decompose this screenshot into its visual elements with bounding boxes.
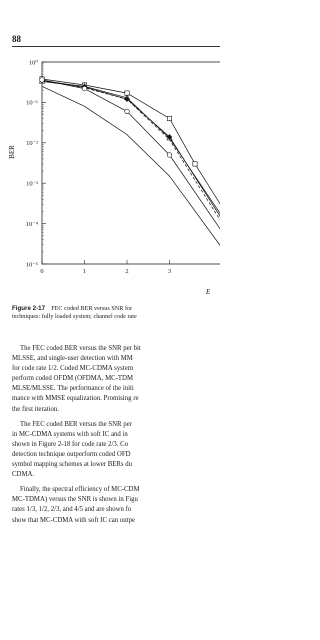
data-point-square [82,83,86,87]
text-line: symbol mapping schemes at lower BERs du [12,461,133,469]
text-line: detection technique outperform coded OFD [12,450,131,458]
x-tick-label: 3 [167,268,172,275]
text-line: for code rate 1/2. Coded MC-CDMA system [12,365,134,373]
data-point-circle [167,153,172,158]
y-tick-label: 10⁻⁵ [25,261,38,269]
text-line: perform coded OFDM (OFDMA, MC-TDM [12,375,134,383]
series-line-1 [42,79,220,211]
text-line: CDMA. [12,471,35,479]
text-line: the first iteration. [12,405,59,413]
text-line: MC-TDMA) versus the SNR is shown in Figu [12,496,138,504]
x-axis-label-partial: E [206,288,211,296]
y-tick-label: 10⁻¹ [26,99,38,107]
text-line: The FEC coded BER versus the SNR per bit [20,345,141,352]
text-line: mance with MMSE equalization. Promising re [12,395,139,403]
text-line: MLSE/MLSSE. The performance of the initi [12,385,134,393]
data-point-square [167,116,171,120]
paragraph-1 [12,344,227,415]
data-point-square [193,162,197,166]
paragraph-2 [12,420,227,481]
data-point-diamond [125,97,130,102]
series-line-3 [42,80,220,223]
data-point-diamond [40,78,45,83]
series-line-5 [42,80,220,236]
text-line: The FEC coded BER versus the SNR per [20,420,132,428]
y-tick-label: 10⁻³ [26,180,38,188]
body-text [12,344,227,531]
series-line-6 [42,86,220,252]
x-tick-label: 2 [125,268,129,275]
data-point-triangle [82,84,87,89]
plot-frame [42,62,220,264]
y-axis-label: BER [8,145,16,159]
series-line-4 [42,81,220,228]
paragraph-3 [12,485,227,525]
x-tick-label: 0 [40,268,44,275]
data-point-circle [82,86,87,91]
text-line: MLSSE, and single-user detection with MM [12,355,133,363]
data-point-circle [125,109,130,114]
text-line: in MC-CDMA systems with soft IC and in [12,430,128,438]
data-point-diamond [167,134,172,139]
page-number: 88 [12,34,21,44]
x-tick-label: 1 [82,268,87,275]
caption-line-1: FEC coded BER versus SNR for [51,305,133,312]
figure-caption [12,305,227,321]
text-line: Finally, the spectral efficiency of MC-CDM [20,486,140,494]
data-point-triangle [39,79,44,84]
header-rule [12,46,220,47]
y-tick-label: 10⁰ [28,59,38,67]
y-tick-label: 10⁻² [26,140,38,148]
text-line: shown in Figure 2-18 for code rate 2/3. Co [12,440,129,448]
data-point-triangle [167,135,172,140]
figure-label: Figure 2-17 [12,305,46,312]
data-point-circle [40,78,45,83]
caption-line-2: techniques: fully loaded system; channel code rate [12,313,137,321]
text-line: show that MC-CDMA with soft IC can outpe [12,516,135,524]
data-point-triangle [124,95,129,100]
y-tick-label: 10⁻⁴ [25,220,38,228]
data-point-square [40,77,44,81]
series-line-2 [42,82,220,221]
data-point-diamond [82,84,87,89]
data-point-square [125,91,129,95]
text-line: rates 1/3, 1/2, 2/3, and 4/5 and are shown fo [12,506,132,514]
